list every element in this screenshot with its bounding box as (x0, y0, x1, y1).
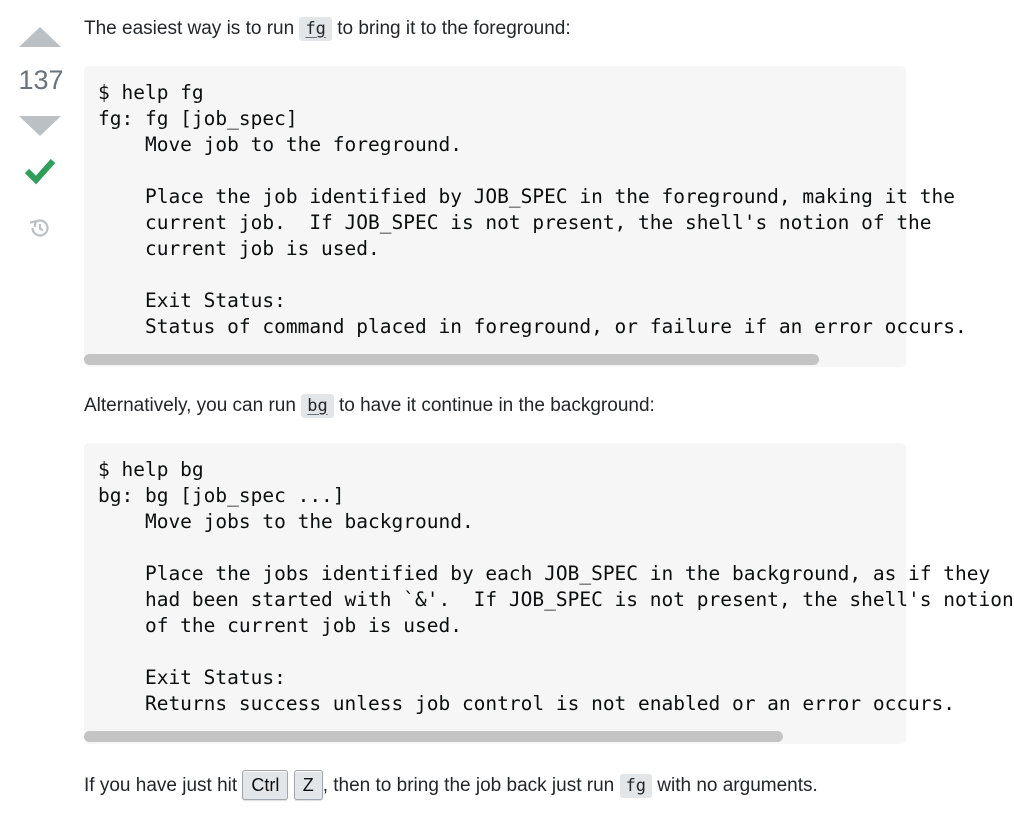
fg-code-link[interactable]: fg (299, 17, 331, 41)
horizontal-scrollbar-thumb[interactable] (84, 354, 819, 365)
help-bg-code: $ help bg bg: bg [job_spec ...] Move jobs to the background. Place the jobs identified by each JOB_SPEC in the background, as if they had been started with `&'. If JOB_SPEC is not present, the shell's notion of the current job is used. Exit Status: Returns success unless job control is not enabled or an error occurs. (98, 458, 1014, 715)
paragraph-text: , then to bring the job back just run (322, 775, 620, 796)
check-icon (24, 154, 56, 186)
vote-up-icon[interactable] (19, 27, 61, 47)
z-key: Z (294, 770, 323, 800)
history-icon[interactable] (28, 216, 52, 240)
horizontal-scrollbar-thumb[interactable] (84, 731, 783, 742)
paragraph-ctrl-z (84, 770, 818, 802)
paragraph-text: with no arguments. (651, 775, 818, 796)
vote-count: 137 (18, 65, 64, 95)
help-fg-code: $ help fg fg: fg [job_spec] Move job to the foreground. Place the job identified by JOB_SPEC in the foreground, making it the current job. If JOB_SPEC is not present, the shell's notion of the current job is used. Exit Status: Status of command placed in foreground, or failure if an error occurs. (98, 81, 967, 338)
help-fg-code-block[interactable] (84, 66, 967, 367)
help-bg-code-block[interactable] (84, 443, 1014, 744)
paragraph-text: If you have just hit (84, 775, 243, 796)
fg-code: fg (620, 774, 652, 798)
paragraph-text: to have it continue in the background: (333, 395, 655, 416)
paragraph-text: to bring it to the foreground: (331, 18, 571, 39)
bg-code-link[interactable]: bg (301, 394, 333, 418)
paragraph-bg (84, 393, 655, 419)
paragraph-text: Alternatively, you can run (84, 395, 302, 416)
vote-down-icon[interactable] (19, 116, 61, 136)
ctrl-key: Ctrl (242, 770, 288, 800)
paragraph-text: The easiest way is to run (84, 18, 300, 39)
paragraph-fg (84, 16, 571, 42)
